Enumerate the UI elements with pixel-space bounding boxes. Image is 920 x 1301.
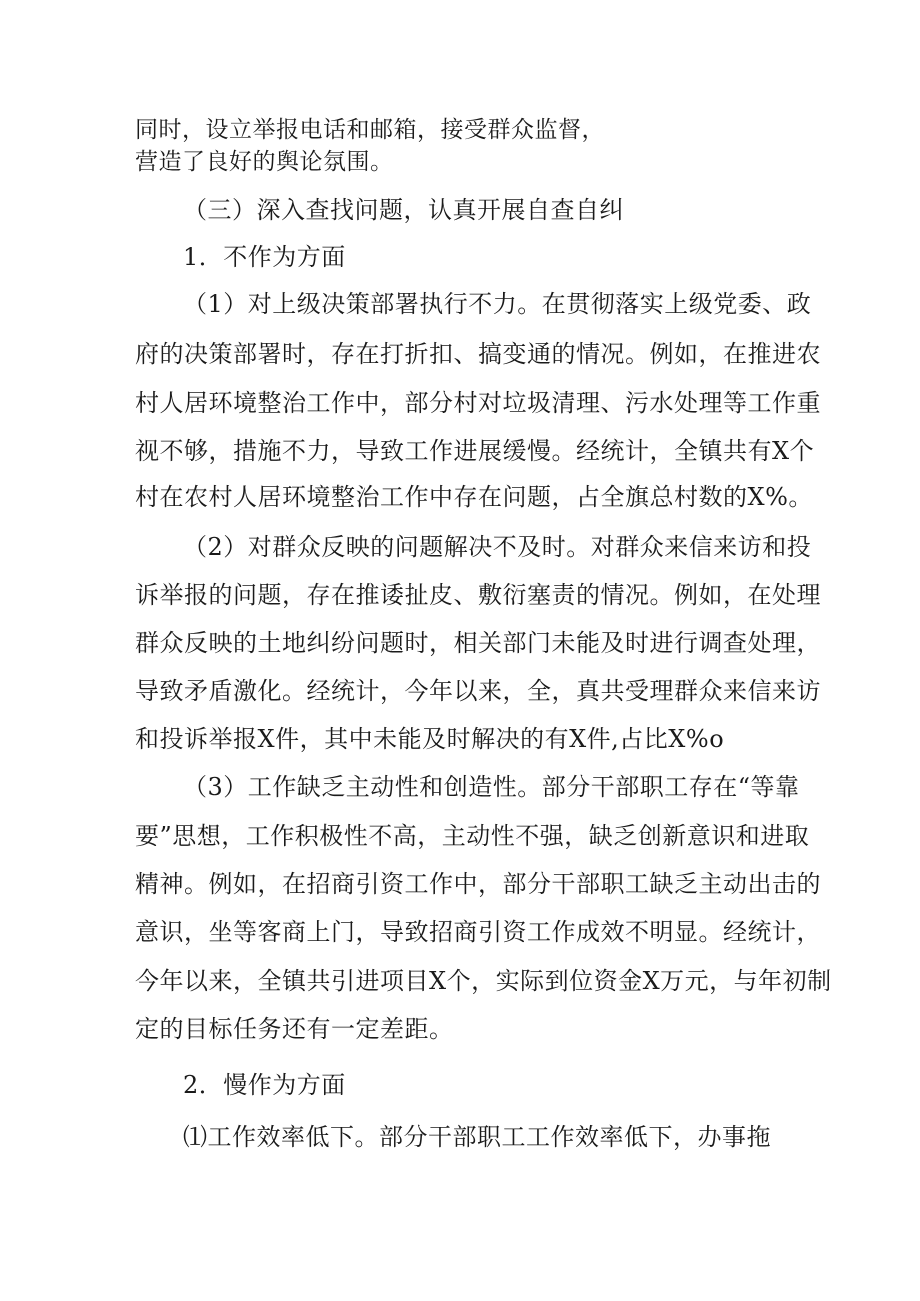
intro-line-2: 营造了良好的舆论氛围。 <box>135 149 394 175</box>
item-2-line: 群众反映的土地纠纷问题时，相关部门未能及时进行调查处理， <box>135 629 821 657</box>
item-2-line: （2）对群众反映的问题解决不及时。对群众来信来访和投 <box>183 533 812 561</box>
item-3-line: 要”思想，工作积极性不高，主动性不强，缺乏创新意识和进取 <box>135 822 810 850</box>
item-1-line: 视不够，措施不力，导致工作进展缓慢。经统计，全镇共有X个 <box>135 437 815 465</box>
item-2-line: 诉举报的问题，存在推诿扯皮、敷衍塞责的情况。例如，在处理 <box>135 581 821 609</box>
intro-line-1: 同时，设立举报电话和邮箱，接受群众监督， <box>135 117 605 143</box>
subsection-2-heading: 2．慢作为方面 <box>183 1071 346 1099</box>
item-3-line: 意识，坐等客商上门，导致招商引资工作成效不明显。经统计， <box>135 918 821 946</box>
item-1-line: 村在农村人居环境整治工作中存在问题，占全旗总村数的X%。 <box>135 483 813 511</box>
item-2-line: 和投诉举报X件，其中未能及时解决的有X件,占比X%o <box>135 725 725 753</box>
item-1-line: （1）对上级决策部署执行不力。在贯彻落实上级党委、政 <box>183 290 812 318</box>
item-3-line: 今年以来，全镇共引进项目X个，实际到位资金X万元，与年初制 <box>135 967 832 995</box>
item-4-line: ⑴工作效率低下。部分干部职工工作效率低下，办事拖 <box>183 1123 771 1151</box>
item-1-line: 府的决策部署时，存在打折扣、搞变通的情况。例如，在推进农 <box>135 340 821 368</box>
item-3-line: 精神。例如，在招商引资工作中，部分干部职工缺乏主动出击的 <box>135 870 821 898</box>
subsection-1-heading: 1．不作为方面 <box>183 243 346 271</box>
item-3-line: （3）工作缺乏主动性和创造性。部分干部职工存在“等靠 <box>183 773 800 801</box>
section-heading: （三）深入查找问题，认真开展自查自纠 <box>183 196 624 224</box>
item-3-line: 定的目标任务还有一定差距。 <box>135 1015 454 1043</box>
item-1-line: 村人居环境整治工作中，部分村对垃圾清理、污水处理等工作重 <box>135 389 821 417</box>
item-2-line: 导致矛盾激化。经统计，今年以来，全，真共受理群众来信来访 <box>135 677 821 705</box>
